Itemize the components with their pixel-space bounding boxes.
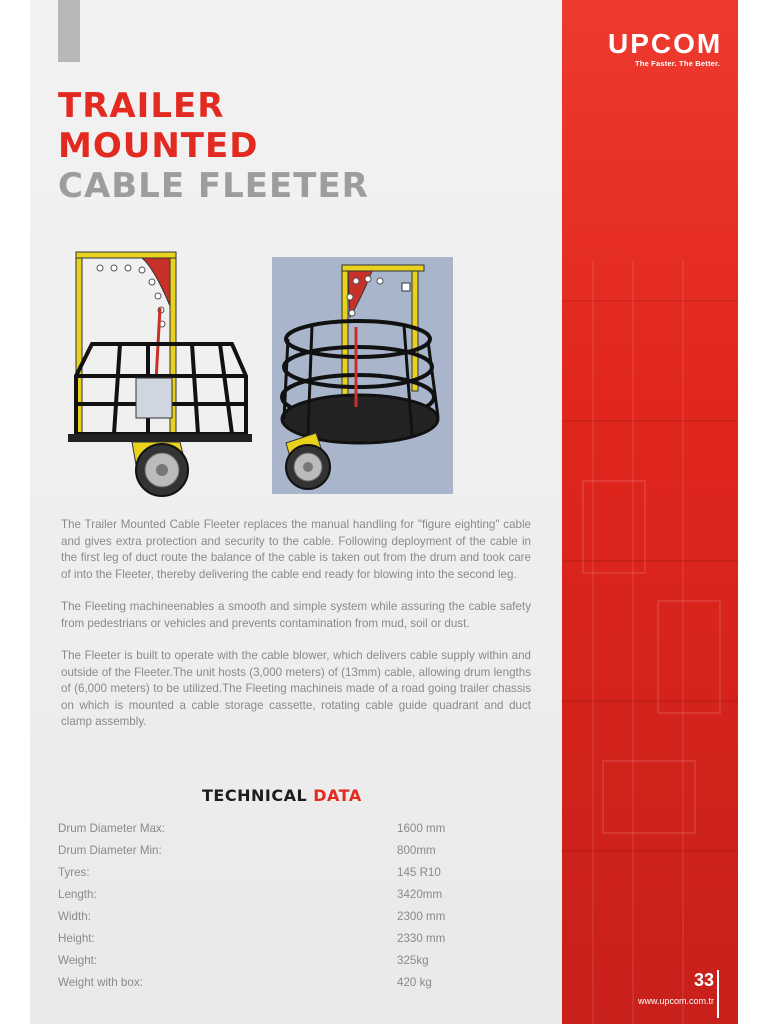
spec-row — [58, 888, 478, 910]
spec-label: Drum Diameter Max: — [58, 822, 165, 835]
paragraph-safety: The Fleeting machineenables a smooth and simple system while assuring the cable safety from pedestrians or vehicles and prevents contamination from mud, soil or dust. — [61, 600, 531, 630]
title-line-1: TRAILER — [58, 86, 225, 126]
logo-wordmark: UPCOM — [608, 28, 723, 59]
page-number-divider — [717, 970, 719, 1018]
spec-row — [58, 976, 478, 998]
fleeter-side-view-image — [62, 248, 256, 502]
trailer-illustration-icon — [62, 248, 256, 502]
spec-value: 800mm — [397, 844, 436, 857]
spec-value: 2330 mm — [397, 932, 446, 945]
spec-row — [58, 910, 478, 932]
technical-heading-red: DATA — [313, 786, 362, 805]
title-line-3: CABLE FLEETER — [58, 166, 369, 206]
corner-tab — [58, 0, 80, 62]
spec-row — [58, 822, 478, 844]
spec-label: Height: — [58, 932, 95, 945]
title-line-2: MOUNTED — [58, 126, 259, 166]
spec-row — [58, 954, 478, 976]
spec-label: Tyres: — [58, 866, 90, 879]
upcom-logo — [608, 28, 723, 68]
spec-label: Weight: — [58, 954, 98, 967]
spec-label: Weight with box: — [58, 976, 143, 989]
technical-data-heading — [202, 786, 362, 805]
page-title — [58, 86, 369, 206]
spec-label: Drum Diameter Min: — [58, 844, 162, 857]
spec-row — [58, 932, 478, 954]
description-text — [61, 517, 531, 747]
logo-tagline: The Faster. The Better. — [634, 59, 720, 68]
trailer-render-icon — [272, 257, 453, 494]
fleeter-perspective-view-image — [272, 257, 453, 494]
spec-value: 1600 mm — [397, 822, 446, 835]
paragraph-operation: The Fleeter is built to operate with the cable blower, which delivers cable supply within and outside of the Fleeter.The unit hosts (3,000 meters) of (13mm) cable, allowing drum lengths of (6,000 meters) to be utilized.The Fleeting machineis made of a road going trailer chassis on which is mounted a cable storage cassette, rotating cable guide quadrant and duct clamp assembly. — [61, 649, 531, 728]
spec-value: 145 R10 — [397, 866, 441, 879]
paragraph-intro: The Trailer Mounted Cable Fleeter replaces the manual handling for "figure eighting" cable and gives extra protection and security to the cable. Following deployment of the cable in the first leg of duct route the balance of the cable is taken out from the drum and took care of into the Fleeter, thereby delivering the cable end ready for blowing into the second leg. — [61, 518, 531, 581]
spec-table — [58, 822, 478, 998]
spec-value: 325kg — [397, 954, 429, 967]
spec-row — [58, 844, 478, 866]
spec-value: 2300 mm — [397, 910, 446, 923]
spec-label: Length: — [58, 888, 97, 901]
page-number: 33 — [693, 970, 714, 990]
website-url[interactable]: www.upcom.com.tr — [637, 996, 714, 1006]
spec-label: Width: — [58, 910, 91, 923]
technical-heading-dark: TECHNICAL — [202, 786, 308, 805]
spec-value: 3420mm — [397, 888, 443, 901]
spec-value: 420 kg — [397, 976, 432, 989]
red-side-panel — [562, 0, 738, 1024]
spec-row — [58, 866, 478, 888]
